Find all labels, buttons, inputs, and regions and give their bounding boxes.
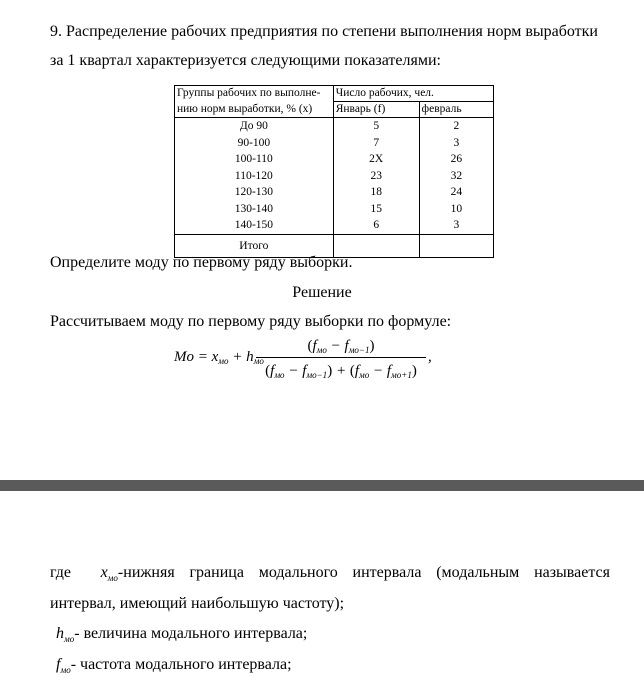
row-jan-cell: 7 (333, 135, 419, 152)
header-jan-text: Январь (f) (335, 103, 386, 115)
task-intro-line-1 (50, 22, 630, 42)
table-row (175, 168, 494, 185)
row-group-cell: До 90 (175, 118, 334, 135)
distribution-table (174, 85, 494, 258)
legend-h-desc: - величина модального интервала; (74, 625, 308, 642)
row-feb-cell: 3 (419, 135, 493, 152)
header-group-cell-top (175, 86, 334, 102)
task-intro-text-2: за 1 квартал характеризуется следующими показателями: (50, 52, 441, 69)
legend-x-desc-2: интервал, имеющий наибольшую частоту); (50, 595, 345, 612)
row-feb-cell: 32 (419, 168, 493, 185)
solution-intro-text: Рассчитываем моду по первому ряду выборки по формуле: (50, 313, 452, 330)
formula-numerator: $(f_{мо} - f_{мо-1})$ (307, 338, 375, 355)
formula-denominator: $(f_{мо} - f_{мо-1}) + (f_{мо} - f_{мо+1})$ (265, 363, 417, 380)
solution-intro (50, 312, 451, 332)
legend-h-symbol: $h_{мо}$ (56, 625, 75, 644)
legend-h-line (56, 624, 307, 649)
legend-x-desc-1: -нижняя граница модального интервала (модальным называется (117, 564, 610, 581)
table-header-row-2 (175, 102, 494, 118)
legend-f-symbol: $f_{мо}$ (56, 656, 71, 675)
header-group-text-2: нию норм выработки, % (х) (177, 102, 313, 115)
header-group-cell-bottom (175, 102, 334, 118)
table-row (175, 217, 494, 234)
legend-f-line (56, 655, 292, 680)
legend-x-line-1 (50, 563, 610, 588)
header-jan-cell (333, 102, 419, 118)
row-jan-cell: 15 (333, 201, 419, 218)
row-feb-cell: 26 (419, 151, 493, 168)
legend-where-text: где (50, 564, 72, 581)
table-row (175, 151, 494, 168)
mode-formula (174, 335, 454, 385)
row-group-cell: 140-150 (175, 217, 334, 234)
row-feb-cell: 3 (419, 217, 493, 234)
question-text (50, 253, 352, 273)
row-group-cell: 110-120 (175, 168, 334, 185)
task-intro-text-1: 9. Распределение рабочих предприятия по степени выполнения норм выработки (50, 23, 598, 40)
solution-heading (0, 283, 644, 303)
legend-f-desc: - частота модального интервала; (70, 656, 292, 673)
row-jan-cell: 23 (333, 168, 419, 185)
formula-lhs: $Mo = x_{мо} + h_{мо}$ (174, 349, 264, 366)
legend-x-symbol: $x_{мо}$ (85, 564, 118, 583)
question-span: Определите моду по первому ряду выборки. (50, 254, 353, 271)
formula-comma: , (428, 349, 432, 365)
row-group-cell: 90-100 (175, 135, 334, 152)
table-row (175, 135, 494, 152)
row-jan-cell: 18 (333, 184, 419, 201)
legend-x-line-2 (50, 594, 344, 614)
total-label-cell: Итого (175, 234, 334, 257)
header-feb-cell (419, 102, 493, 118)
table-row (175, 118, 494, 135)
table-row (175, 184, 494, 201)
solution-heading-text: Решение (292, 284, 352, 301)
row-group-cell: 130-140 (175, 201, 334, 218)
row-jan-cell: 2X (333, 151, 419, 168)
header-count-cell (333, 86, 493, 102)
total-feb-cell (419, 234, 493, 257)
row-group-cell: 100-110 (175, 151, 334, 168)
page-divider (0, 480, 644, 491)
formula-fraction-bar (256, 357, 426, 358)
header-feb-text: февраль (421, 103, 462, 115)
header-count-text: Число рабочих, чел. (335, 87, 434, 99)
formula-fraction (256, 335, 426, 382)
row-group-cell: 120-130 (175, 184, 334, 201)
table-header-row-1 (175, 86, 494, 102)
row-feb-cell: 24 (419, 184, 493, 201)
task-intro-line-2 (50, 51, 441, 71)
header-group-text-1: Группы рабочих по выполне- (177, 87, 321, 99)
row-feb-cell: 2 (419, 118, 493, 135)
row-jan-cell: 5 (333, 118, 419, 135)
row-feb-cell: 10 (419, 201, 493, 218)
row-jan-cell: 6 (333, 217, 419, 234)
table-row (175, 201, 494, 218)
